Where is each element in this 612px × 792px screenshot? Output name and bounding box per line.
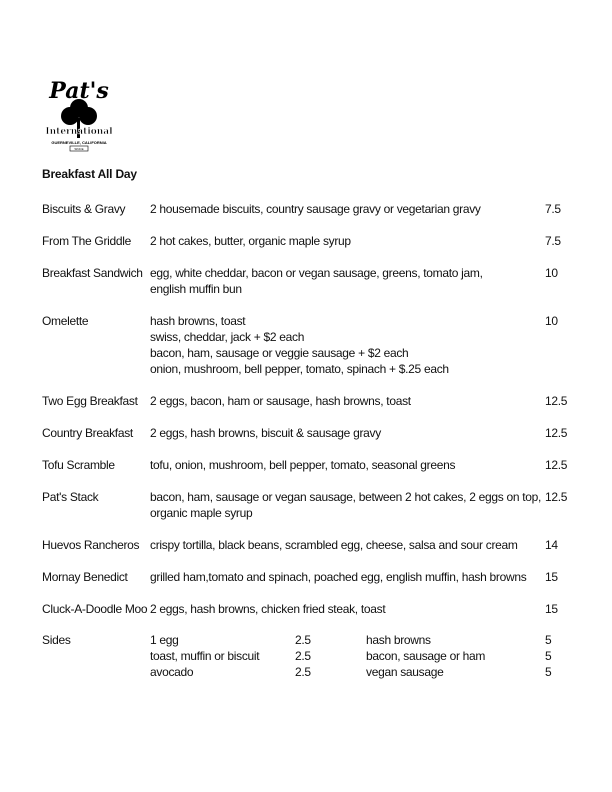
- menu-item-description: [150, 313, 530, 377]
- side-item: toast, muffin or biscuit: [150, 649, 260, 663]
- menu-item-name: Tofu Scramble: [42, 458, 115, 472]
- side-price: 2.5: [295, 633, 311, 647]
- description-line: tofu, onion, mushroom, bell pepper, tomato, seasonal greens: [150, 458, 456, 472]
- sides-right-prices: [545, 632, 551, 680]
- side-item: vegan sausage: [366, 665, 444, 679]
- side-item: hash browns: [366, 633, 431, 647]
- side-item: bacon, sausage or ham: [366, 649, 486, 663]
- description-line: 2 eggs, hash browns, chicken fried steak, toast: [150, 602, 386, 616]
- description-line: onion, mushroom, bell pepper, tomato, spinach + $.25 each: [150, 362, 449, 376]
- menu-item-name: Biscuits & Gravy: [42, 202, 126, 216]
- description-line: 2 housemade biscuits, country sausage gravy or vegetarian gravy: [150, 202, 481, 216]
- description-line: english muffin bun: [150, 282, 242, 296]
- sides-left-items: [150, 632, 259, 680]
- logo-subtitle: International: [45, 127, 113, 137]
- description-line: bacon, ham, sausage or vegan sausage, between 2 hot cakes, 2 eggs on top,: [150, 490, 542, 504]
- side-price: 5: [545, 665, 552, 679]
- description-line: swiss, cheddar, jack + $2 each: [150, 330, 305, 344]
- logo-location: GUERNEVILLE, CALIFORNIA: [51, 140, 107, 145]
- menu-item-price: 10: [545, 314, 558, 328]
- menu-item-name: Huevos Rancheros: [42, 538, 140, 552]
- description-line: grilled ham,tomato and spinach, poached egg, english muffin, hash browns: [150, 570, 527, 584]
- menu-item-name: Two Egg Breakfast: [42, 394, 138, 408]
- description-line: 2 hot cakes, butter, organic maple syrup: [150, 234, 351, 248]
- menu-item-price: 10: [545, 266, 558, 280]
- menu-item-description: [150, 601, 530, 617]
- menu-item-name: Mornay Benedict: [42, 570, 128, 584]
- side-price: 2.5: [295, 665, 311, 679]
- description-line: 2 eggs, hash browns, biscuit & sausage gravy: [150, 426, 381, 440]
- menu-item-price: 7.5: [545, 202, 561, 216]
- sides-right-items: [366, 632, 485, 680]
- section-title: Breakfast All Day: [42, 167, 137, 181]
- menu-item-description: [150, 233, 530, 249]
- menu-item-description: [150, 569, 530, 585]
- description-line: organic maple syrup: [150, 506, 253, 520]
- menu-item-price: 12.5: [545, 490, 568, 504]
- description-line: bacon, ham, sausage or veggie sausage + $2 each: [150, 346, 409, 360]
- side-item: 1 egg: [150, 633, 179, 647]
- menu-item-description: [150, 393, 530, 409]
- description-line: 2 eggs, bacon, ham or sausage, hash browns, toast: [150, 394, 411, 408]
- menu-item-name: Pat's Stack: [42, 490, 99, 504]
- menu-item-description: [150, 489, 542, 521]
- menu-item-name: From The Griddle: [42, 234, 132, 248]
- sides-left-prices: [295, 632, 311, 680]
- menu-item-description: [150, 265, 530, 297]
- menu-item-name: Omelette: [42, 314, 89, 328]
- logo-title: Pat's: [49, 78, 109, 104]
- logo: [44, 74, 114, 156]
- menu-item-description: [150, 425, 530, 441]
- menu-item-description: [150, 537, 530, 553]
- description-line: hash browns, toast: [150, 314, 246, 328]
- menu-item-description: [150, 201, 530, 217]
- side-item: avocado: [150, 665, 194, 679]
- menu-item-price: 12.5: [545, 458, 568, 472]
- menu-item-name: Cluck-A-Doodle Moo: [42, 602, 148, 616]
- side-price: 5: [545, 633, 552, 647]
- menu-item-name: Breakfast Sandwich: [42, 266, 143, 280]
- menu-item-name: Country Breakfast: [42, 426, 133, 440]
- side-price: 2.5: [295, 649, 311, 663]
- side-price: 5: [545, 649, 552, 663]
- menu-item-price: 15: [545, 602, 558, 616]
- sides-title: Sides: [42, 633, 71, 647]
- menu-item-price: 12.5: [545, 394, 568, 408]
- menu-item-price: 7.5: [545, 234, 561, 248]
- menu-item-price: 12.5: [545, 426, 568, 440]
- menu-item-description: [150, 457, 530, 473]
- shamrock-logo-icon: [44, 74, 114, 156]
- menu-item-price: 15: [545, 570, 558, 584]
- description-line: egg, white cheddar, bacon or vegan sausage, greens, tomato jam,: [150, 266, 483, 280]
- description-line: crispy tortilla, black beans, scrambled egg, cheese, salsa and sour cream: [150, 538, 518, 552]
- logo-since: SINCE: [74, 147, 84, 151]
- menu-item-price: 14: [545, 538, 558, 552]
